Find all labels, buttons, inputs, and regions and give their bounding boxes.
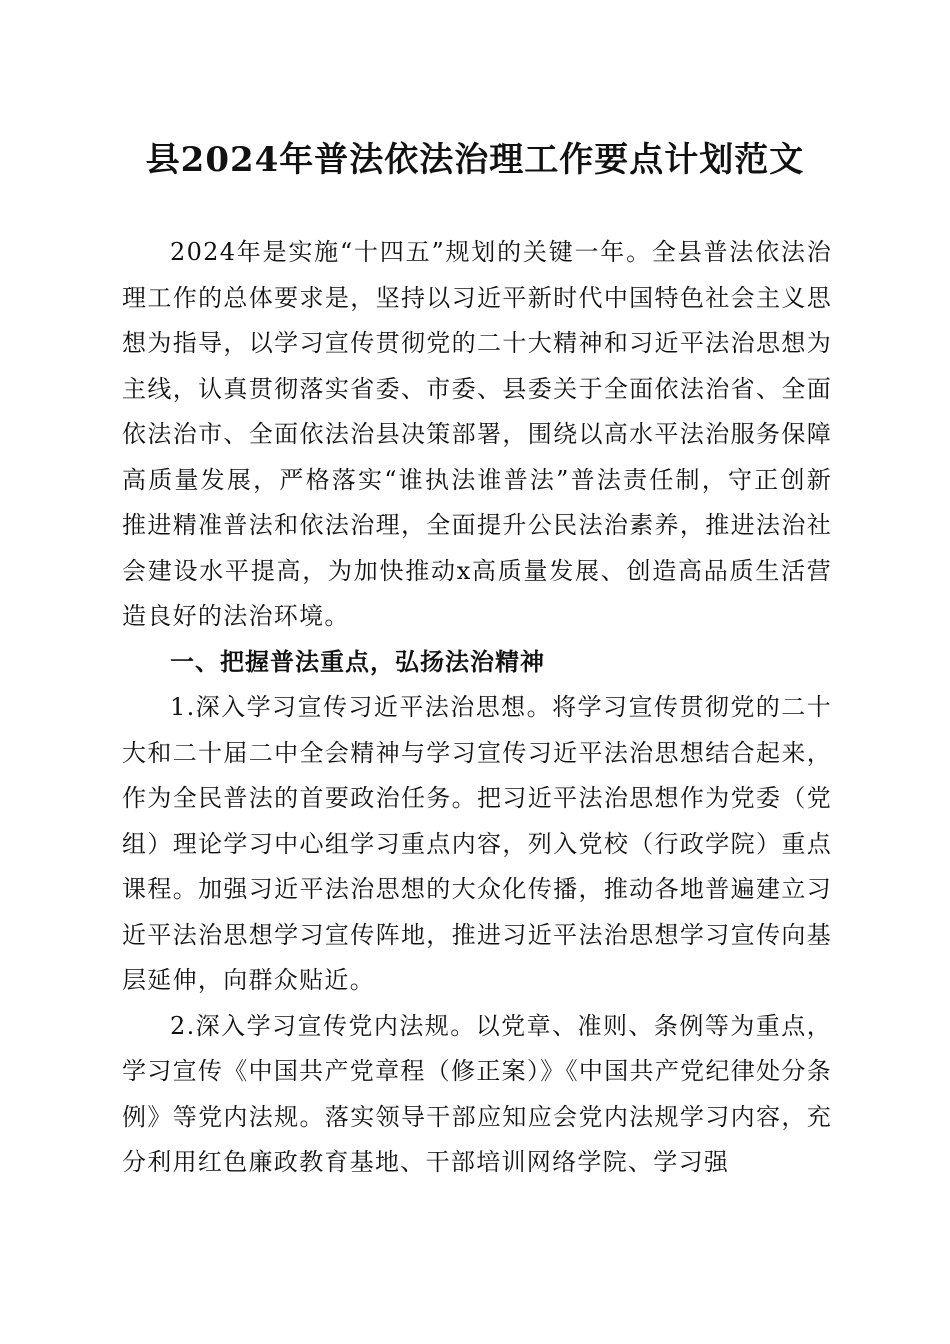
document-title: 县2024年普法依法治理工作要点计划范文	[145, 140, 805, 180]
section-heading: 一、把握普法重点，弘扬法治精神	[170, 647, 545, 676]
item-paragraph-1: 1.深入学习宣传习近平法治思想。将学习宣传贯彻党的二十大和二十届二中全会精神与学习宣传习近平法治思想结合起来，作为全民普法的首要政治任务。把习近平法治思想作为党委（党组）理论学习中心组学习重点内容，列入党校（行政学院）重点课程。加强习近平法治思想的大众化传播，推动各地普遍建立习近平法治思想学习宣传阵地，推进习近平法治思想学习宣传向基层延伸，向群众贴近。	[122, 693, 832, 994]
intro-paragraph: 2024年是实施“十四五”规划的关键一年。全县普法依法治理工作的总体要求是，坚持以习近平新时代中国特色社会主义思想为指导，以学习宣传贯彻党的二十大精神和习近平法治思想为主线，认真贯彻落实省委、市委、县委关于全面依法治省、全面依法治市、全面依法治县决策部署，围绕以高水平法治服务保障高质量发展，严格落实“谁执法谁普法”普法责任制，守正创新推进精准普法和依法治理，全面提升公民法治素养，推进法治社会建设水平提高，为加快推动x高质量发展、创造高品质生活营造良好的法治环境。	[122, 238, 832, 630]
item-paragraph-2: 2.深入学习宣传党内法规。以党章、准则、条例等为重点，学习宣传《中国共产党章程（修正案）》《中国共产党纪律处分条例》等党内法规。落实领导干部应知应会党内法规学习内容，充分利用红色廉政教育基地、干部培训网络学院、学习强	[122, 1011, 832, 1176]
document-body	[122, 230, 832, 1186]
